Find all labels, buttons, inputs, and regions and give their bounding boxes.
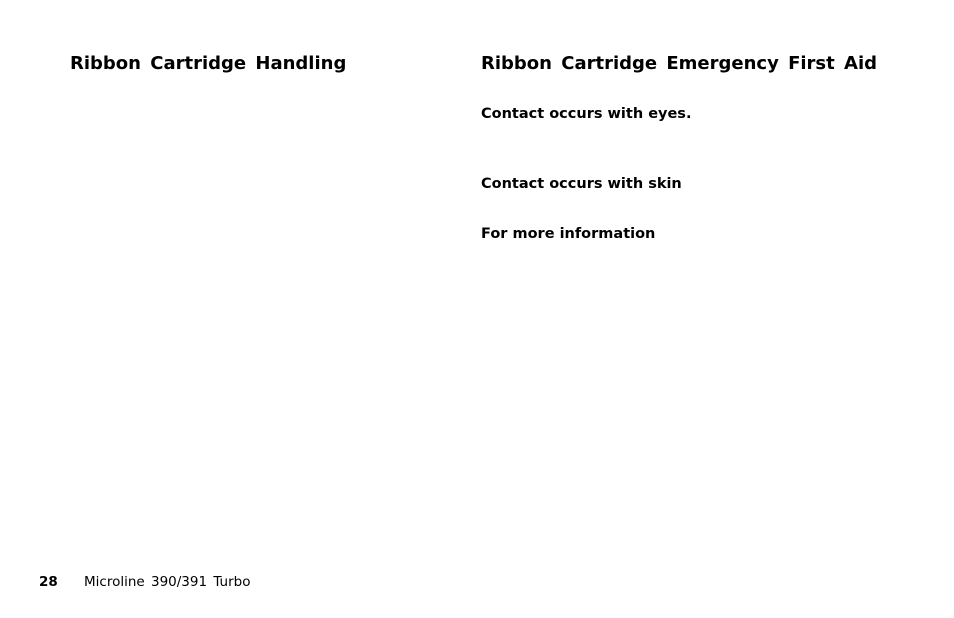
subheading-skin: Contact occurs with skin	[481, 176, 682, 192]
page-number: 28	[39, 574, 58, 590]
subheading-eyes: Contact occurs with eyes.	[481, 106, 692, 122]
section-heading-first-aid: Ribbon Cartridge Emergency First Aid	[481, 53, 878, 74]
page-footer	[39, 576, 251, 590]
document-title: Microline 390/391 Turbo	[84, 574, 251, 590]
subheading-more-info: For more information	[481, 226, 656, 242]
section-heading-handling: Ribbon Cartridge Handling	[70, 53, 347, 74]
